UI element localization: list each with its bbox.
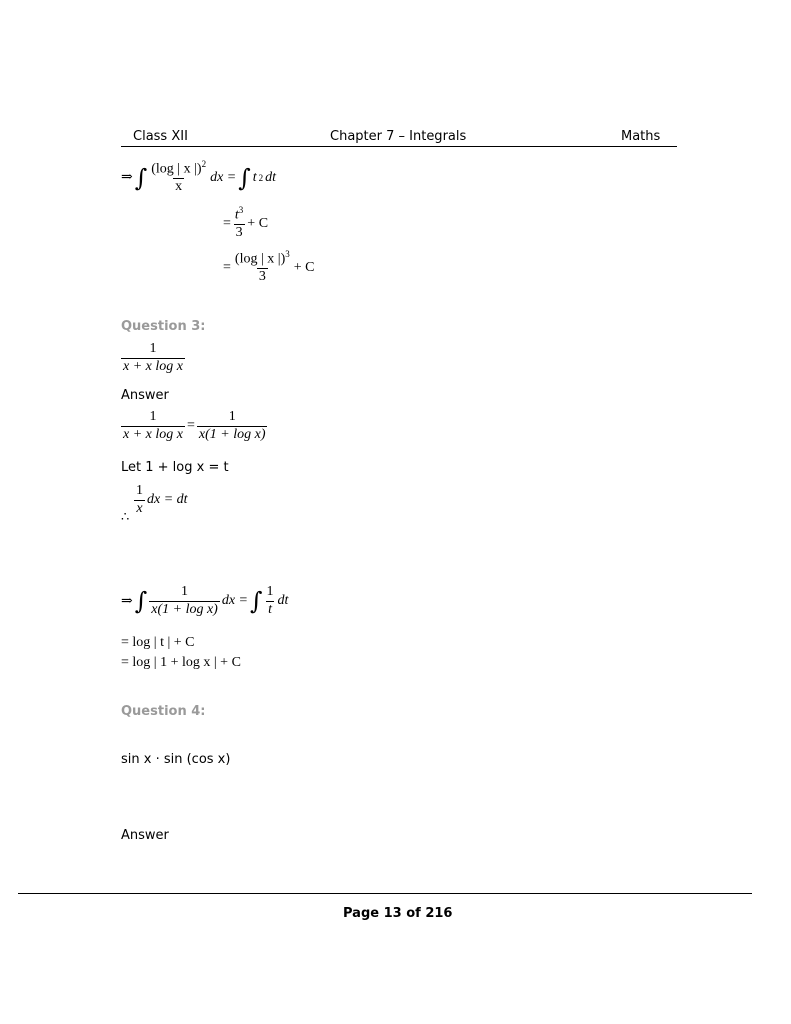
q3-numerator: 1 — [149, 341, 157, 356]
q3-diff-num: 1 — [136, 483, 143, 498]
q2-fraction — [149, 160, 208, 195]
q3-result2: = log | 1 + log x | + C — [121, 655, 241, 670]
integral-sign: ∫ — [134, 587, 148, 616]
q2-l2-exponent: 3 — [238, 205, 244, 215]
q3-int-den2: t — [268, 601, 272, 617]
therefore-symbol: ∴ — [121, 509, 130, 524]
q3-step1-right-den: x(1 + log x) — [198, 426, 266, 442]
q2-rhs-dt: dt — [265, 169, 277, 185]
q3-step1-left-num: 1 — [149, 409, 157, 424]
q2-l3-numerator: (log | x |) — [234, 251, 286, 267]
q2-line1 — [121, 160, 276, 195]
q2-num-exponent: 2 — [201, 159, 207, 169]
q3-step1-equals: = — [186, 418, 195, 434]
q3-step1-right-fraction — [197, 410, 268, 442]
q2-l3-equals: = — [223, 259, 231, 275]
q2-l2-numerator: t — [234, 207, 239, 223]
q3-step1-right-num: 1 — [228, 409, 236, 424]
integral-sign: ∫ — [250, 587, 263, 616]
q3-step1 — [121, 410, 267, 442]
q3-expression — [121, 342, 185, 374]
q3-int-fraction2 — [265, 585, 276, 617]
q3-substitution: Let 1 + log x = t — [121, 460, 229, 475]
q2-l3-fraction — [233, 250, 292, 285]
q3-step1-left-fraction — [121, 410, 185, 442]
footer-rule — [18, 893, 752, 894]
q3-integral-fraction — [149, 585, 220, 617]
q3-answer-label: Answer — [121, 388, 169, 403]
q2-l2-equals: = — [223, 215, 231, 231]
q2-rhs-exponent: 2 — [258, 172, 264, 183]
q3-integral-line — [121, 585, 288, 617]
q3-fraction — [121, 342, 185, 374]
page-number: Page 13 of 216 — [343, 906, 453, 921]
question-3-heading: Question 3: — [121, 319, 206, 334]
header-rule — [121, 146, 677, 147]
header-subject: Maths — [621, 129, 661, 144]
integral-sign: ∫ — [134, 163, 148, 192]
q3-int-den: x(1 + log x) — [151, 601, 218, 617]
question-4-heading: Question 4: — [121, 704, 206, 719]
q2-line2 — [223, 206, 268, 241]
implies-symbol: ⇒ — [121, 593, 133, 609]
q2-dx: dx = — [210, 169, 237, 185]
q3-step1-left-den: x + x log x — [123, 426, 183, 442]
q3-int-dt: dt — [277, 593, 289, 609]
q2-numerator: (log | x |) — [151, 161, 202, 177]
q2-l3-denominator: 3 — [258, 269, 266, 285]
q2-l3-constant: + C — [293, 259, 315, 275]
integral-sign: ∫ — [238, 163, 251, 192]
q2-line3 — [223, 250, 314, 285]
q2-l2-fraction — [233, 206, 245, 241]
header-chapter: Chapter 7 – Integrals — [330, 129, 467, 144]
implies-symbol: ⇒ — [121, 170, 133, 186]
q2-l2-denominator: 3 — [235, 225, 243, 241]
q2-rhs-t: t — [252, 169, 257, 185]
q2-denominator: x — [175, 179, 183, 195]
q3-diff-fraction — [134, 484, 145, 516]
q3-int-num: 1 — [181, 584, 189, 599]
q3-diff-rest: dx = dt — [147, 492, 188, 508]
q3-diff-den: x — [136, 500, 143, 516]
q3-int-num2: 1 — [266, 584, 274, 599]
header-class: Class XII — [133, 129, 188, 144]
q3-denominator: x + x log x — [123, 358, 183, 374]
q2-l2-constant: + C — [247, 215, 269, 231]
q3-differential — [134, 484, 188, 516]
q4-expression: sin x · sin (cos x) — [121, 752, 231, 767]
q3-result1: = log | t | + C — [121, 635, 195, 650]
q4-answer-label: Answer — [121, 828, 169, 843]
q2-l3-exponent: 3 — [285, 249, 290, 259]
q3-int-dx: dx = — [221, 593, 249, 609]
